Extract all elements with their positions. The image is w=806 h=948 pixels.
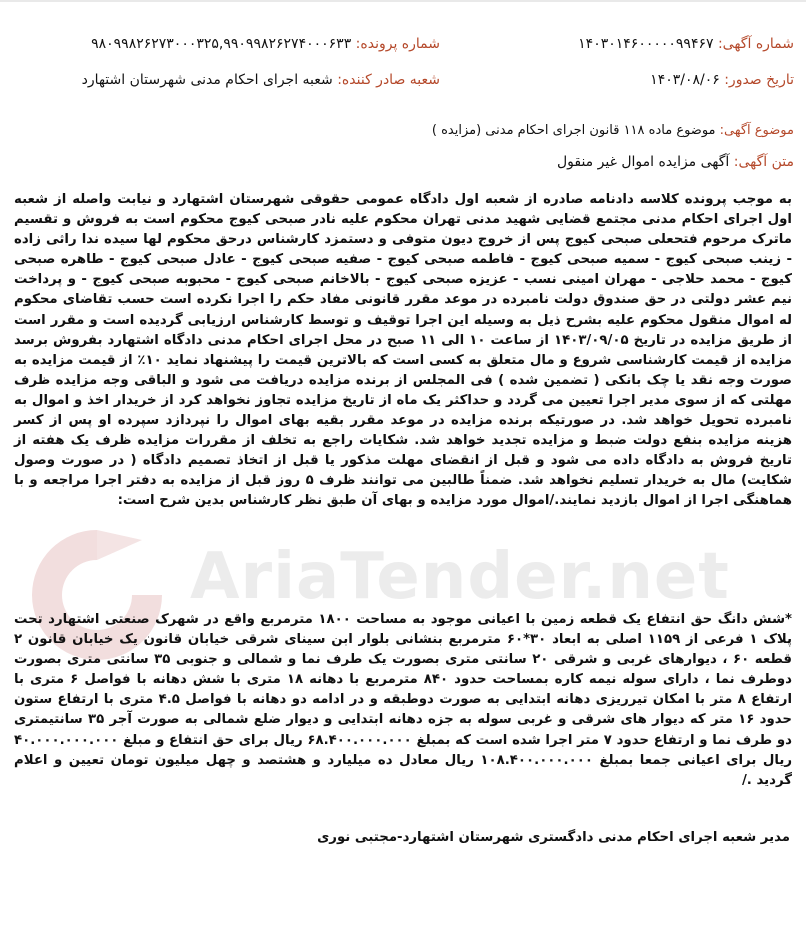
signature-line: مدیر شعبه اجرای احکام مدنی دادگستری شهرستان اشتهارد-مجتبی نوری	[317, 830, 790, 845]
issue-date-label: تاریخ صدور:	[724, 72, 794, 88]
ad-title-value: آگهی مزایده اموال غیر منقول	[556, 154, 730, 170]
ad-number	[578, 36, 794, 52]
issuer-value: شعبه اجرای احکام مدنی شهرستان اشتهارد	[81, 72, 333, 88]
ad-title	[557, 154, 794, 170]
case-number-value: ۹۸۰۹۹۸۲۶۲۷۳۰۰۰۳۲۵,۹۹۰۹۹۸۲۶۲۷۴۰۰۰۶۳۳	[91, 36, 352, 52]
body-paragraph-2: *شش دانگ حق انتفاع یک قطعه زمین با اعیانی موجود به مساحت ۱۸۰۰ مترمربع واقع در شهرک صنعتی اشتهارد تحت پلاک ۱ فرعی از ۱۱۵۹ اصلی به ابعاد ۳۰*۶۰ مترمربع بنشانی بلوار ابن سینای شرقی خیابان قانون یک خیابان قانون ۲ قطعه ۶۰ ، دیوارهای غربی و شرقی ۲۰ سانتی متری بصورت یک طرف نما و شمالی و جنوبی ۳۵ سانتی متری بصورت دوطرف نما ، دارای سوله نیمه کاره بمساحت حدود ۸۴۰ مترمربع با دهانه ۱۸ متری با شش دهانه با فواصل ۶ متری با ارتفاع ۸ متر با امکان تیرریزی دهانه ابتدایی به صورت دوطبقه و در ادامه دو دهانه با فواصل ۴.۵ متری با ارتفاع ستون حدود ۱۶ متر که دیوار های شرقی و غربی سوله به جزه دهانه ابتدایی و دیوار ضلع شمالی به صورت آجر ۳۵ سانتیمتری دو طرف نما و ارتفاع حدود ۷ متر اجرا شده است که بمبلغ ۶۸.۴۰۰.۰۰۰.۰۰۰ ریال برای حق انتفاع و مبلغ ۴۰.۰۰۰.۰۰۰.۰۰۰ ریال برای اعیانی جمعا بمبلغ ۱۰۸.۴۰۰.۰۰۰.۰۰۰ ریال معادل ده میلیارد و هشتصد و چهل میلیون تومان تعیین و اعلام گردید ./	[14, 612, 793, 788]
ad-subject	[432, 123, 794, 138]
watermark-text: AriaTender.net	[190, 540, 730, 614]
issue-date-value: ۱۴۰۳/۰۸/۰۶	[650, 72, 720, 88]
ad-subject-label: موضوع آگهی:	[719, 123, 794, 138]
issuer	[82, 72, 440, 88]
case-number	[91, 36, 440, 52]
ad-number-label: شماره آگهی:	[717, 36, 794, 52]
issue-date	[650, 72, 794, 88]
case-number-label: شماره پرونده:	[355, 36, 440, 52]
top-edge	[0, 0, 806, 2]
body-paragraph-1: به موجب پرونده کلاسه دادنامه صادره از شعبه اول دادگاه عمومی حقوقی شهرستان اشتهارد و نیابت واصله از شعبه اول اجرای احکام مدنی مجتمع قضایی شهید مدنی تهران محکوم علیه نادر صبحی کیوج محکوم است به فروش و تقسیم ماترک مرحوم فتحعلی صبحی کیوج پس از خروج دیون متوفی و دستمزد کارشناس درحق محکوم لها سیده ندا راثی زاده - زینب صبحی کیوج - سمیه صبحی کیوج - فاطمه صبحی کیوج - صفیه صبحی کیوج - عادل صبحی کیوج - طاهره صبحی کیوج - محمد حلاجی - مهران امینی نسب - عزیزه صبحی کیوج - بالاخانم صبحی کیوج - محبوبه صبحی کیوج - و پرداخت نیم عشر دولتی در حق صندوق دولت نامبرده در موعد مقرر قانونی مفاد حکم را اجرا نکرده است حسب تقاضای محکوم له اموال منقول محکوم علیه بشرح ذیل به وسیله این اجرا توقیف و توسط کارشناس ارزیابی گردیده است و مقرر است از طریق مزایده در تاریخ ۱۴۰۳/۰۹/۰۵ از ساعت ۱۰ الی ۱۱ صبح در محل اجرای احکام مدنی دادگاه اشتهارد بفروش برسد مزایده از قیمت کارشناسی شروع و مال متعلق به کسی است که بالاترین قیمت را پیشنهاد نماید ۱۰٪ از قیمت مزایده به صورت وجه نقد یا چک بانکی ( تضمین شده ) فی المجلس از برنده مزایده دریافت می شود و الباقی وجه مزایده ظرف مهلتی که از سوی مدیر اجرا تعیین می گردد و حداکثر یک ماه از تاریخ مزایده تجاوز نخواهد کرد از خریدار اخذ و اموال به نامبرده تحویل خواهد شد. در صورتیکه برنده مزایده در موعد مقرر بقیه بهای اموال را نپردازد سپرده او پس از کسر هزینه مزایده بنفع دولت ضبط و مزایده تجدید خواهد شد. شکایات راجع به تخلف از مقررات مزایده ظرف یک هفته از تاریخ فروش به دادگاه داده می شود و قبل از انقضای مهلت مذکور یا قبل از اتخاذ تصمیم دادگاه ( در صورت وصول شکایت) مال به خریدار تسلیم نخواهد شد. ضمناً طالبین می توانند ظرف ۵ روز قبل از مزایده به دفتر اجرا مراجعه و با هماهنگی اجرا از اموال بازدید نمایند./اموال مورد مزایده و بهای آن طبق نظر کارشناس بدین شرح است:	[14, 192, 792, 509]
issuer-label: شعبه صادر کننده:	[337, 72, 440, 88]
ad-text-label: متن آگهی:	[733, 154, 794, 170]
ad-number-value: ۱۴۰۳۰۱۴۶۰۰۰۰۰۹۹۴۶۷	[578, 36, 714, 52]
ad-subject-value: موضوع ماده ۱۱۸ قانون اجرای احکام مدنی (مزایده )	[431, 123, 716, 138]
